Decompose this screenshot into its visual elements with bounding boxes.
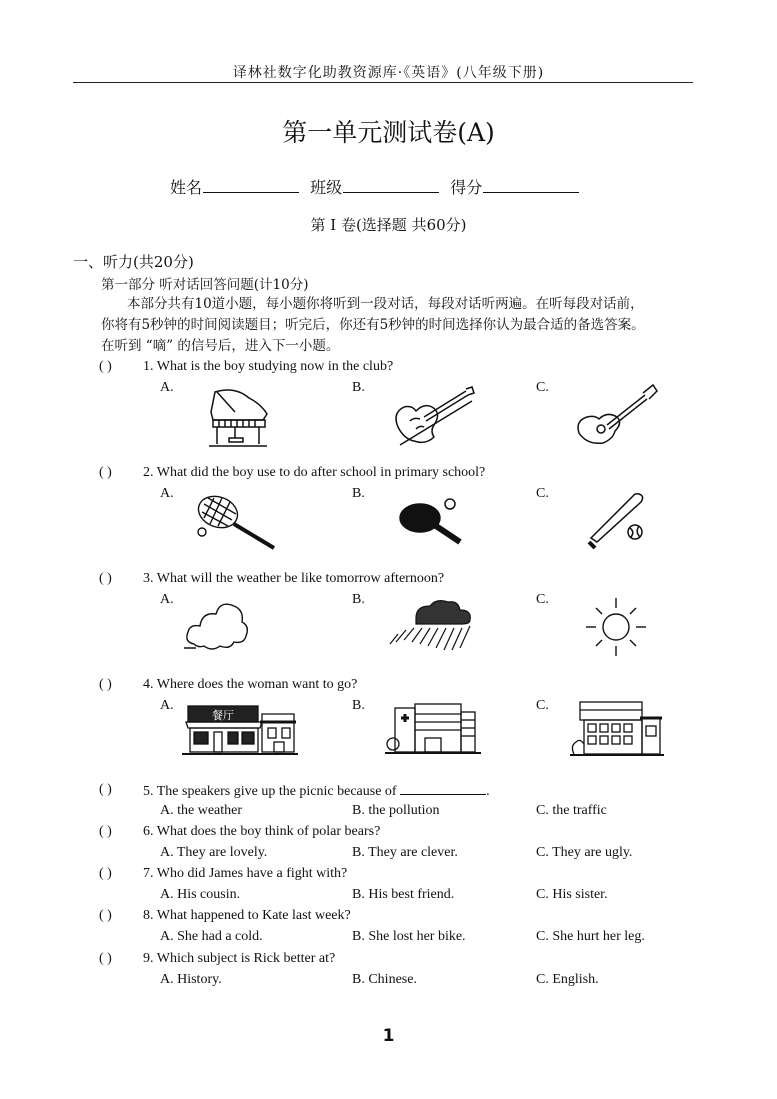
instructions bbox=[101, 294, 701, 357]
option-c: C. They are ugly. bbox=[536, 845, 633, 860]
class-blank[interactable] bbox=[343, 178, 439, 193]
option-c: C. the traffic bbox=[536, 803, 607, 818]
question-text: 4. Where does the woman want to go? bbox=[143, 677, 358, 692]
option-b: B. bbox=[352, 380, 365, 395]
question-text-stem: 5. The speakers give up the picnic because of bbox=[143, 784, 397, 799]
question-text: 8. What happened to Kate last week? bbox=[143, 908, 351, 923]
question-text: 5. The speakers give up the picnic because of . bbox=[143, 784, 490, 799]
option-a: A. His cousin. bbox=[160, 887, 241, 902]
score-label: 得分 bbox=[450, 178, 483, 197]
guitar-icon bbox=[573, 383, 659, 447]
option-a: A. bbox=[160, 486, 174, 501]
question-text: 2. What did the boy use to do after school in primary school? bbox=[143, 465, 486, 480]
option-c: C. His sister. bbox=[536, 887, 608, 902]
sun-icon bbox=[584, 596, 648, 658]
header-divider bbox=[73, 82, 693, 83]
answer-paren[interactable]: ( ) bbox=[99, 677, 112, 692]
hospital-icon bbox=[385, 700, 481, 758]
option-a: A. They are lovely. bbox=[160, 845, 268, 860]
question-text: 6. What does the boy think of polar bears? bbox=[143, 824, 381, 839]
answer-paren[interactable]: ( ) bbox=[99, 465, 112, 480]
option-b: B. His best friend. bbox=[352, 887, 455, 902]
option-b: B. She lost her bike. bbox=[352, 929, 466, 944]
option-a: A. bbox=[160, 698, 174, 713]
answer-paren[interactable]: ( ) bbox=[99, 951, 112, 966]
instruction-line: 本部分共有10道小题，每小题你将听到一段对话，每段对话听两遍。在听每段对话前， bbox=[127, 296, 644, 312]
restaurant-icon bbox=[182, 702, 298, 758]
baseball-bat-icon bbox=[583, 490, 649, 552]
section-heading: 一、听力(共20分) bbox=[73, 253, 194, 271]
question-text: 9. Which subject is Rick better at? bbox=[143, 951, 336, 966]
volume-heading: 第 I 卷(选择题 共60分) bbox=[310, 216, 467, 234]
instruction-line: 在听到 “嘀” 的信号后，进入下一小题。 bbox=[101, 338, 340, 354]
answer-paren[interactable]: ( ) bbox=[99, 782, 112, 797]
option-c: C. bbox=[536, 380, 549, 395]
tennis-racket-icon bbox=[196, 494, 282, 554]
answer-paren[interactable]: ( ) bbox=[99, 571, 112, 586]
question-text: 1. What is the boy studying now in the club? bbox=[143, 359, 394, 374]
option-a: A. History. bbox=[160, 972, 222, 987]
name-label: 姓名 bbox=[170, 178, 203, 197]
restaurant-sign: 餐厅 bbox=[212, 709, 234, 722]
option-a: A. She had a cold. bbox=[160, 929, 263, 944]
option-c: C. bbox=[536, 592, 549, 607]
page-header: 译林社数字化助教资源库·《英语》(八年级下册) bbox=[232, 65, 545, 81]
ping-pong-paddle-icon bbox=[398, 496, 468, 548]
option-c: C. bbox=[536, 486, 549, 501]
part-heading: 第一部分 听对话回答问题(计10分) bbox=[101, 277, 309, 293]
answer-paren[interactable]: ( ) bbox=[99, 908, 112, 923]
question-text: 7. Who did James have a fight with? bbox=[143, 866, 348, 881]
answer-paren[interactable]: ( ) bbox=[99, 359, 112, 374]
option-b: B. They are clever. bbox=[352, 845, 458, 860]
page-number: 1 bbox=[382, 1026, 395, 1046]
cloud-icon bbox=[182, 596, 252, 654]
violin-icon bbox=[390, 383, 476, 447]
hotel-icon bbox=[570, 698, 664, 760]
option-b: B. the pollution bbox=[352, 803, 440, 818]
answer-blank[interactable] bbox=[400, 782, 486, 795]
option-b: B. bbox=[352, 592, 365, 607]
page-title: 第一单元测试卷(A) bbox=[282, 118, 495, 147]
score-blank[interactable] bbox=[483, 178, 579, 193]
option-a: A. bbox=[160, 380, 174, 395]
option-c: C. She hurt her leg. bbox=[536, 929, 645, 944]
option-c: C. English. bbox=[536, 972, 599, 987]
question-text: 3. What will the weather be like tomorrow afternoon? bbox=[143, 571, 445, 586]
option-a: A. the weather bbox=[160, 803, 243, 818]
answer-paren[interactable]: ( ) bbox=[99, 824, 112, 839]
option-b: B. bbox=[352, 486, 365, 501]
instruction-line: 你将有5秒钟的时间阅读题目；听完后，你还有5秒钟的时间选择你认为最合适的备选答案。 bbox=[101, 317, 645, 333]
option-b: B. Chinese. bbox=[352, 972, 417, 987]
answer-paren[interactable]: ( ) bbox=[99, 866, 112, 881]
name-blank[interactable] bbox=[203, 178, 299, 193]
option-c: C. bbox=[536, 698, 549, 713]
rain-icon bbox=[386, 594, 482, 656]
option-b: B. bbox=[352, 698, 365, 713]
student-info-row bbox=[170, 175, 585, 198]
piano-icon bbox=[205, 384, 271, 448]
option-a: A. bbox=[160, 592, 174, 607]
class-label: 班级 bbox=[310, 178, 343, 197]
